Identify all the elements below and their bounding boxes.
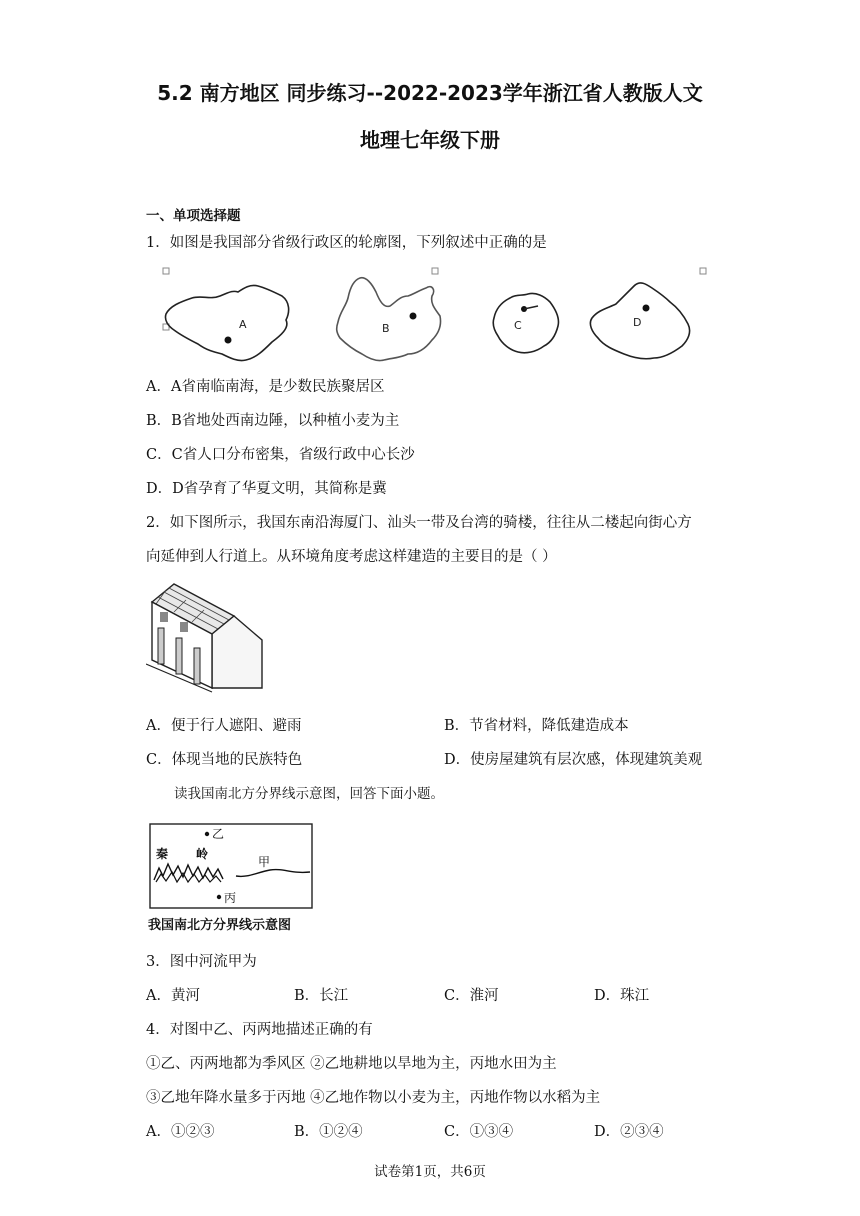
- q4-option-b: B．①②④: [294, 1124, 363, 1140]
- q4-stem: 4．对图中乙、丙两地描述正确的有: [146, 1022, 373, 1038]
- arcade-column: [176, 638, 182, 674]
- province-b-outline: [337, 278, 441, 361]
- q3-option-b: B．长江: [294, 988, 349, 1004]
- q3-option-d: D．珠江: [594, 988, 650, 1004]
- river-jia-label: 甲: [258, 855, 271, 869]
- q1-option-c: C．C省人口分布密集，省级行政中心长沙: [146, 447, 415, 463]
- map-marker: [163, 268, 169, 274]
- q1-option-d: D．D省孕育了华夏文明，其简称是冀: [146, 481, 387, 497]
- building-window: [180, 622, 188, 632]
- q4-statements-line-2: ③乙地年降水量多于丙地 ④乙地作物以小麦为主，丙地作物以水稻为主: [146, 1090, 601, 1106]
- q2-option-d: D．使房屋建筑有层次感，体现建筑美观: [444, 752, 703, 768]
- province-c-label: C: [514, 319, 522, 332]
- province-d-label: D: [633, 316, 642, 329]
- building-window: [160, 612, 168, 622]
- province-b-label: B: [382, 322, 390, 335]
- q4-option-c: C．①③④: [444, 1124, 514, 1140]
- point-bing-dot: [217, 895, 221, 899]
- qinling-label-qin: 秦: [156, 847, 169, 861]
- q4-option-a: A．①②③: [146, 1124, 215, 1140]
- q2-option-c: C．体现当地的民族特色: [146, 752, 303, 768]
- point-bing-label: 丙: [224, 891, 237, 905]
- qinling-label-ling: 岭: [196, 847, 209, 861]
- page-title-line-1: 5.2 南方地区 同步练习--2022-2023学年浙江省人教版人文: [157, 81, 703, 105]
- province-c-outline: [493, 293, 558, 352]
- map-caption: 我国南北方分界线示意图: [148, 918, 292, 933]
- q2-stem-line-1: 2．如下图所示，我国东南沿海厦门、汕头一带及台湾的骑楼，往往从二楼起向街心方: [146, 515, 692, 531]
- q2-option-a: A．便于行人遮阳、避雨: [146, 718, 302, 734]
- province-d-capital-dot: [643, 305, 650, 312]
- q4-statements-line-1: ①乙、丙两地都为季风区 ②乙地耕地以旱地为主，丙地水田为主: [146, 1056, 557, 1072]
- q2-option-b: B．节省材料，降低建造成本: [444, 718, 629, 734]
- arcade-column: [158, 628, 164, 664]
- arcade-column: [194, 648, 200, 684]
- page-footer: 试卷第1页，共6页: [374, 1164, 486, 1180]
- map-marker: [700, 268, 706, 274]
- q3-option-a: A．黄河: [146, 988, 200, 1004]
- point-yi-label: 乙: [212, 827, 225, 841]
- province-a-label: A: [239, 318, 247, 331]
- section-heading: 一、单项选择题: [146, 208, 241, 224]
- group-intro: 读我国南北方分界线示意图，回答下面小题。: [174, 786, 444, 802]
- q1-province-outline-map: [140, 262, 720, 372]
- province-b-capital-dot: [410, 313, 417, 320]
- point-yi-dot: [205, 832, 209, 836]
- page-title-line-2: 地理七年级下册: [360, 128, 500, 152]
- q1-option-a: A．A省南临南海，是少数民族聚居区: [146, 379, 385, 395]
- q4-option-d: D．②③④: [594, 1124, 664, 1140]
- q3-option-c: C．淮河: [444, 988, 499, 1004]
- q2-stem-line-2: 向延伸到人行道上。从环境角度考虑这样建造的主要目的是（ ）: [146, 549, 557, 565]
- arcade-building-figure: [146, 580, 268, 694]
- q3-stem: 3．图中河流甲为: [146, 954, 257, 970]
- q1-option-b: B．B省地处西南边陲，以种植小麦为主: [146, 413, 400, 429]
- province-a-outline: [165, 285, 288, 360]
- map-marker: [432, 268, 438, 274]
- q1-stem: 1．如图是我国部分省级行政区的轮廓图，下列叙述中正确的是: [146, 235, 547, 251]
- province-a-capital-dot: [225, 337, 232, 344]
- south-north-boundary-map: [146, 820, 316, 938]
